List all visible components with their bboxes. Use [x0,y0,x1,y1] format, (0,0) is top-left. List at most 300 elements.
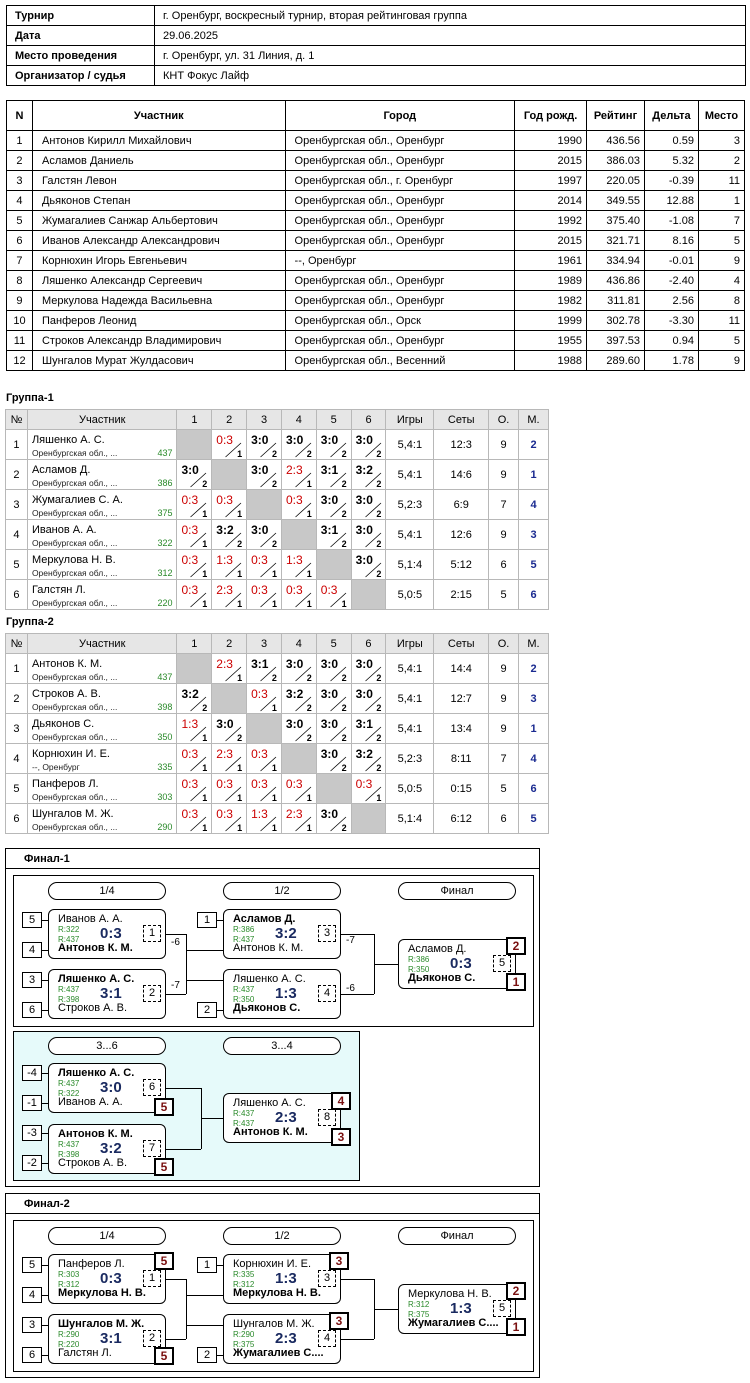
group-games: 5,1:4 [386,550,434,580]
match-score: 3:0 [320,687,339,701]
match-points: 1 [271,703,277,713]
match-player-2: Галстян Л. [58,1347,112,1359]
bracket-line [341,934,374,935]
participant-cell: Оренбургская обл., Оренбург [285,331,515,351]
group-row [6,654,549,684]
match-points: 2 [202,479,208,489]
match-rating-1: R:303 [58,1270,80,1279]
group-match-result [247,460,282,490]
match-points: 2 [341,733,347,743]
group-games: 5,0:5 [386,580,434,610]
bracket-line [341,994,374,995]
group-participant-city: Оренбургская обл., ... [31,447,118,458]
seed-number: -3 [22,1125,42,1141]
match-rating-1: R:437 [233,985,255,994]
round-label: Финал [398,1227,516,1245]
match-number: 5 [493,1300,511,1317]
match-player-2: Меркулова Н. В. [233,1287,321,1299]
participant-cell: 302.78 [587,311,645,331]
group-header: Участник [27,634,177,654]
place-badge: 3 [329,1312,349,1330]
match-number: 3 [318,1270,336,1287]
participant-cell: Оренбургская обл., Оренбург [285,211,515,231]
group-match-result [281,460,316,490]
seed-number: 5 [22,1257,42,1273]
participant-cell: -3.30 [645,311,699,331]
bracket-match [398,939,516,989]
group-sets: 12:7 [434,684,489,714]
participant-cell: Оренбургская обл., г. Оренбург [285,171,515,191]
group-participant-city: Оренбургская обл., ... [31,821,118,832]
match-points: 2 [341,763,347,773]
loser-destination: -6 [346,983,355,994]
match-score: 2:3 [285,807,303,821]
group-participant-rating: 335 [157,762,173,772]
group-match-result [247,550,282,580]
group-place: 2 [519,430,549,460]
participant-cell: -0.39 [645,171,699,191]
participant-row [7,271,745,291]
match-points: 2 [271,479,277,489]
match-player-2: Жумагалиев С.... [408,1317,499,1329]
final-2-panel [5,1193,540,1378]
match-points: 1 [237,793,243,803]
group-match-result [351,684,386,714]
group-row [6,684,549,714]
place-badge: 3 [331,1128,351,1146]
info-row [7,46,746,66]
group-row [6,430,549,460]
group-match-result [351,550,386,580]
group-place: 1 [519,460,549,490]
seed-number: 6 [22,1002,42,1018]
seed-number: 5 [22,912,42,928]
match-number: 8 [318,1109,336,1126]
participant-cell: 1997 [515,171,587,191]
participant-row [7,311,745,331]
seed-number: 6 [22,1347,42,1363]
match-player-1: Ляшенко А. С. [58,973,135,985]
group-games: 5,1:4 [386,804,434,834]
info-value: г. Оренбург, ул. 31 Линия, д. 1 [155,46,746,66]
group-participant-name: Асламов Д. [31,463,91,476]
match-rating-1: R:437 [233,1109,255,1118]
group-place: 3 [519,520,549,550]
group-match-result [177,490,212,520]
group-match-result [212,580,247,610]
bracket-match [48,1314,166,1364]
participant-cell: 5.32 [645,151,699,171]
group-match-result [316,430,351,460]
match-score: 2:3 [216,747,233,761]
group-points: 6 [489,804,519,834]
match-score: 0:3 [181,553,199,567]
group-place: 5 [519,804,549,834]
match-score: 3:1 [100,1330,122,1347]
group-sets: 2:15 [434,580,489,610]
participant-cell: 321.71 [587,231,645,251]
group-header: 4 [281,634,316,654]
group-participant-name: Ляшенко А. С. [31,433,105,446]
match-player-1: Меркулова Н. В. [408,1288,492,1300]
match-score: 0:3 [181,777,199,791]
bracket-line [186,1325,223,1326]
group-participant-name: Антонов К. М. [31,657,103,670]
match-rating-2: R:437 [58,935,80,944]
participant-cell: 2015 [515,231,587,251]
group-match-result [177,684,212,714]
participant-cell: Оренбургская обл., Оренбург [285,131,515,151]
group-participant-name: Дьяконов С. [31,717,95,730]
match-score: 0:3 [251,583,268,597]
match-number: 6 [143,1079,161,1096]
participant-cell: 349.55 [587,191,645,211]
group-1-table [5,409,549,610]
match-points: 1 [237,569,243,579]
match-score: 3:0 [251,433,269,447]
group-match-result [316,684,351,714]
participant-row [7,251,745,271]
place-badge: 1 [506,1318,526,1336]
group-match-result [212,654,247,684]
tournament-info-table [6,5,746,86]
bracket-line [186,934,187,994]
group-participant-city: Оренбургская обл., ... [31,537,118,548]
group-place: 5 [519,550,549,580]
group-match-result [351,490,386,520]
participant-cell: 0.94 [645,331,699,351]
match-score: 3:0 [355,433,373,447]
group-place: 6 [519,774,549,804]
bracket-line [166,1339,186,1340]
match-score: 0:3 [181,747,199,761]
match-points: 2 [306,703,312,713]
match-rating-2: R:375 [233,1340,255,1349]
group-header: О. [489,410,519,430]
group-points: 9 [489,654,519,684]
participant-cell: 4 [7,191,33,211]
bracket-match [48,909,166,959]
group-games: 5,0:5 [386,774,434,804]
group-points: 9 [489,520,519,550]
group-row [6,460,549,490]
group-match-result [177,774,212,804]
participant-cell: Шунгалов Мурат Жулдасович [32,351,285,371]
group-participant-name: Иванов А. А. [31,523,97,536]
participant-cell: 311.81 [587,291,645,311]
group-match-result [212,550,247,580]
match-rating-1: R:322 [58,925,80,934]
match-score: 1:3 [251,807,268,821]
loser-destination: -6 [171,937,180,948]
match-score: 3:0 [355,553,373,567]
participant-row [7,331,745,351]
match-points: 2 [376,673,382,683]
group-match-result [177,550,212,580]
group-header: 1 [177,634,212,654]
match-player-2: Дьяконов С. [408,972,476,984]
group-row-number: 6 [6,804,28,834]
group-match-result [316,490,351,520]
match-rating-2: R:350 [233,995,255,1004]
match-rating-2: R:312 [233,1280,255,1289]
match-player-1: Шунгалов М. Ж. [58,1318,145,1330]
match-number: 4 [318,985,336,1002]
match-score: 0:3 [251,777,268,791]
match-points: 1 [306,823,312,833]
participant-cell: 7 [7,251,33,271]
group-sets: 13:4 [434,714,489,744]
match-player-2: Меркулова Н. В. [58,1287,146,1299]
match-number: 2 [143,985,161,1002]
participant-cell: 1 [7,131,33,151]
info-value: 29.06.2025 [155,26,746,46]
participant-cell: Оренбургская обл., Оренбург [285,151,515,171]
group-participant-city: --, Оренбург [31,761,80,772]
group-self-cell [351,580,386,610]
info-key: Место проведения [7,46,155,66]
match-score: 3:2 [355,747,373,761]
match-points: 2 [341,449,347,459]
info-row [7,66,746,86]
participant-cell: Панферов Леонид [32,311,285,331]
participant-cell: 10 [7,311,33,331]
group-participant-city: Оренбургская обл., ... [31,791,118,802]
group-participant-name: Галстян Л. [31,583,86,596]
match-points: 1 [202,793,208,803]
group-self-cell [316,774,351,804]
group-sets: 8:11 [434,744,489,774]
match-score: 0:3 [285,777,303,791]
match-points: 1 [306,509,312,519]
participant-cell: -1.08 [645,211,699,231]
group-match-result [177,744,212,774]
info-row [7,26,746,46]
match-points: 2 [341,509,347,519]
group-participant-rating: 322 [157,538,173,548]
group-match-result [177,460,212,490]
group-self-cell [316,550,351,580]
match-score: 3:0 [285,657,304,671]
seed-number: 2 [197,1347,217,1363]
match-points: 2 [237,733,243,743]
group-match-result [212,430,247,460]
round-label: 3...4 [223,1037,341,1055]
round-label: 1/2 [223,1227,341,1245]
group-row-number: 5 [6,774,28,804]
group-row-number: 4 [6,744,28,774]
participant-cell: 1.78 [645,351,699,371]
match-points: 2 [376,763,382,773]
match-points: 2 [271,449,277,459]
match-player-1: Антонов К. М. [58,1128,133,1140]
bracket-line [374,964,398,965]
group-participant-rating: 437 [157,672,173,682]
match-rating-1: R:437 [58,1140,80,1149]
match-points: 1 [376,793,382,803]
bracket-line [341,1279,374,1280]
participant-cell: Оренбургская обл., Оренбург [285,291,515,311]
group-points: 5 [489,580,519,610]
loser-destination: -7 [171,980,180,991]
participant-cell: 8 [7,271,33,291]
group-self-cell [212,460,247,490]
match-number: 1 [143,1270,161,1287]
bracket-match [48,1124,166,1174]
info-key: Дата [7,26,155,46]
group-header: 5 [316,634,351,654]
match-score: 2:3 [275,1109,297,1126]
group-row [6,774,549,804]
group-header: 3 [247,634,282,654]
group-row-number: 5 [6,550,28,580]
match-score: 3:0 [320,747,339,761]
participant-cell: -2.40 [645,271,699,291]
group-row [6,714,549,744]
group-match-result [212,714,247,744]
group-2-title: Группа-2 [6,616,54,628]
match-points: 1 [202,599,208,609]
participant-cell: Галстян Левон [32,171,285,191]
group-points: 6 [489,550,519,580]
match-score: 1:3 [275,985,297,1002]
bracket-line [166,1279,186,1280]
match-player-1: Асламов Д. [408,943,467,955]
info-value: г. Оренбург, воскресный турнир, вторая рейтинговая группа [155,6,746,26]
group-participant [27,804,177,834]
group-match-result [316,580,351,610]
participant-cell: 9 [698,251,744,271]
info-key: Турнир [7,6,155,26]
match-rating-1: R:312 [408,1300,430,1309]
group-participant-rating: 220 [157,598,173,608]
place-badge: 2 [506,1282,526,1300]
match-points: 2 [341,539,347,549]
bracket-match [223,1314,341,1364]
group-match-result [351,744,386,774]
participant-cell: 8 [698,291,744,311]
participant-cell: 0.59 [645,131,699,151]
group-place: 4 [519,490,549,520]
match-score: 3:0 [355,523,373,537]
group-row [6,804,549,834]
match-points: 2 [376,449,382,459]
participant-cell: Дьяконов Степан [32,191,285,211]
group-participant [27,714,177,744]
match-score: 0:3 [285,493,303,507]
group-participant-rating: 312 [157,568,173,578]
match-score: 3:0 [320,807,339,821]
group-match-result [281,714,316,744]
group-row-number: 2 [6,684,28,714]
participant-cell: 2 [7,151,33,171]
bracket-line [166,994,186,995]
match-points: 1 [237,449,243,459]
match-score: 0:3 [181,583,199,597]
match-points: 2 [306,733,312,743]
match-rating-1: R:386 [408,955,430,964]
group-match-result [281,684,316,714]
participant-cell: 9 [698,351,744,371]
group-match-result [247,774,282,804]
match-player-1: Асламов Д. [233,913,296,925]
match-rating-2: R:322 [58,1089,80,1098]
final-2-title: Финал-2 [6,1194,539,1214]
round-label: 1/4 [48,1227,166,1245]
match-rating-2: R:437 [233,1119,255,1128]
group-header: 4 [281,410,316,430]
match-player-2: Жумагалиев С.... [233,1347,324,1359]
group-participant [27,490,177,520]
group-header: Сеты [434,634,489,654]
round-label: 1/2 [223,882,341,900]
match-points: 1 [306,479,312,489]
participant-cell: Оренбургская обл., Весенний [285,351,515,371]
group-row-number: 6 [6,580,28,610]
match-score: 3:1 [355,717,373,731]
group-header: 1 [177,410,212,430]
match-player-2: Антонов К. М. [58,942,133,954]
group-header: 2 [212,634,247,654]
participant-row [7,131,745,151]
match-number: 3 [318,925,336,942]
group-participant-city: Оренбургская обл., ... [31,671,118,682]
match-points: 1 [202,823,208,833]
seed-number: -2 [22,1155,42,1171]
place-badge: 1 [506,973,526,991]
group-participant-rating: 303 [157,792,173,802]
group-participant-name: Меркулова Н. В. [31,553,116,566]
group-match-result [351,460,386,490]
group-participant-name: Строков А. В. [31,687,101,700]
group-2-table [5,633,549,834]
bracket-line [186,980,223,981]
participant-cell: -0.01 [645,251,699,271]
group-match-result [177,580,212,610]
group-header: Игры [386,634,434,654]
group-games: 5,4:1 [386,520,434,550]
participant-cell: 11 [698,311,744,331]
match-number: 7 [143,1140,161,1157]
group-match-result [316,654,351,684]
match-score: 0:3 [251,747,268,761]
match-score: 3:0 [320,717,339,731]
match-points: 1 [202,539,208,549]
match-points: 2 [341,703,347,713]
match-points: 2 [271,539,277,549]
match-rating-2: R:437 [233,935,255,944]
group-participant-rating: 437 [157,448,173,458]
match-score: 0:3 [181,523,199,537]
participant-cell: 5 [698,331,744,351]
seed-number: 1 [197,1257,217,1273]
match-points: 1 [237,509,243,519]
group-participant-name: Корнюхин И. Е. [31,747,110,760]
place-badge: 2 [506,937,526,955]
group-match-result [316,520,351,550]
group-self-cell [281,520,316,550]
participant-row [7,171,745,191]
match-rating-1: R:437 [58,1079,80,1088]
participant-cell: Оренбургская обл., Орск [285,311,515,331]
match-score: 0:3 [251,687,268,701]
group-row-number: 3 [6,490,28,520]
group-sets: 14:4 [434,654,489,684]
match-score: 3:0 [100,1079,122,1096]
seed-number: -4 [22,1065,42,1081]
round-label: 1/4 [48,882,166,900]
group-header-row [6,410,549,430]
